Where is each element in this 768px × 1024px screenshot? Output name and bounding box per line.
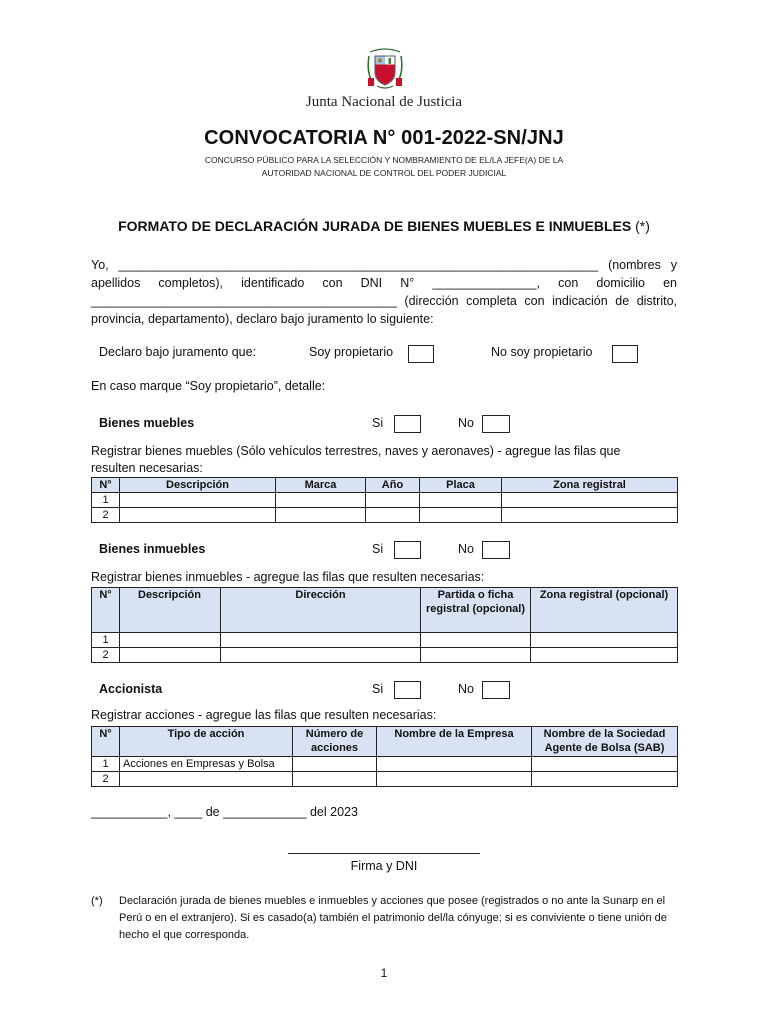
col-header-plate: Placa xyxy=(420,478,502,493)
shareholder-instruction: Registrar acciones - agregue las filas que resulten necesarias: xyxy=(91,708,437,722)
table-header-row xyxy=(92,588,678,633)
signature-line xyxy=(288,853,480,854)
intro-paragraph: Yo, _____________________________________________________________________ (nombres y apellidos completos), identificado con DNI N° _______________, con domicilio en ____________________________________________ (dirección completa con indicación de distrito, provincia, departamento), declaro bajo juramento lo siguiente: xyxy=(91,258,677,326)
subtitle-line-1: CONCURSO PÚBLICO PARA LA SELECCIÓN Y NOMBRAMIENTO DE EL/LA JEFE(A) DE LA xyxy=(204,155,564,165)
year-cell[interactable] xyxy=(366,493,420,508)
col-header-number: N° xyxy=(92,727,120,757)
movable-yes-label: Si xyxy=(372,416,384,430)
movable-instruction-line-2: resulten necesarias: xyxy=(91,461,203,475)
address-cell[interactable] xyxy=(221,648,421,663)
brand-cell[interactable] xyxy=(276,508,366,523)
col-header-number: N° xyxy=(92,588,120,633)
date-line: ___________, ____ de ____________ del 2023 xyxy=(91,805,358,819)
table-row xyxy=(92,772,678,787)
shares-table xyxy=(91,726,678,787)
col-header-registry-zone: Zona registral (opcional) xyxy=(531,588,678,633)
shareholder-no-label: No xyxy=(458,682,474,696)
real-estate-yes-label: Si xyxy=(372,542,384,556)
col-header-description: Descripción xyxy=(120,478,276,493)
share-count-cell[interactable] xyxy=(293,757,377,772)
col-header-broker-name: Nombre de la Sociedad Agente de Bolsa (SAB) xyxy=(532,727,678,757)
movable-no-label: No xyxy=(458,416,474,430)
description-cell[interactable] xyxy=(120,633,221,648)
table-header-row xyxy=(92,727,678,757)
movable-yes-checkbox[interactable] xyxy=(394,415,421,433)
address-cell[interactable] xyxy=(221,633,421,648)
registry-entry-cell[interactable] xyxy=(421,633,531,648)
national-seal-icon xyxy=(366,48,404,90)
registry-zone-cell[interactable] xyxy=(531,633,678,648)
row-number: 1 xyxy=(92,633,120,648)
organization-name: Junta Nacional de Justicia xyxy=(305,94,463,110)
plate-cell[interactable] xyxy=(420,493,502,508)
share-type-cell[interactable] xyxy=(120,772,293,787)
real-estate-section-title: Bienes inmuebles xyxy=(99,542,206,556)
registry-zone-cell[interactable] xyxy=(502,508,678,523)
signature-label: Firma y DNI xyxy=(350,859,418,873)
real-estate-no-checkbox[interactable] xyxy=(482,541,510,559)
owner-checkbox[interactable] xyxy=(408,345,434,363)
footnote-reference: (*) xyxy=(631,218,650,234)
real-estate-instruction: Registrar bienes inmuebles - agregue las filas que resulten necesarias: xyxy=(91,570,485,584)
col-header-company-name: Nombre de la Empresa xyxy=(377,727,532,757)
broker-name-cell[interactable] xyxy=(532,757,678,772)
share-type-cell[interactable]: Acciones en Empresas y Bolsa xyxy=(120,757,293,772)
description-cell[interactable] xyxy=(120,648,221,663)
table-row xyxy=(92,508,678,523)
page-title: CONVOCATORIA N° 001-2022-SN/JNJ xyxy=(204,127,564,149)
row-number: 2 xyxy=(92,508,120,523)
col-header-share-type: Tipo de acción xyxy=(120,727,293,757)
col-header-year: Año xyxy=(366,478,420,493)
real-estate-yes-checkbox[interactable] xyxy=(394,541,421,559)
not-owner-checkbox[interactable] xyxy=(612,345,638,363)
movable-no-checkbox[interactable] xyxy=(482,415,510,433)
form-title-main: FORMATO DE DECLARACIÓN JURADA DE BIENES MUEBLES E INMUEBLES xyxy=(118,218,632,234)
registry-zone-cell[interactable] xyxy=(502,493,678,508)
movable-instruction-line-1: Registrar bienes muebles (Sólo vehículos terrestres, naves y aeronaves) - agregue las filas que xyxy=(91,444,621,458)
real-estate-no-label: No xyxy=(458,542,474,556)
owner-option-label: Soy propietario xyxy=(309,345,394,359)
col-header-brand: Marca xyxy=(276,478,366,493)
movable-table xyxy=(91,477,678,523)
company-name-cell[interactable] xyxy=(377,772,532,787)
registry-entry-cell[interactable] xyxy=(421,648,531,663)
shareholder-no-checkbox[interactable] xyxy=(482,681,510,699)
form-title xyxy=(0,218,768,234)
page-subtitle xyxy=(0,154,768,180)
shareholder-yes-checkbox[interactable] xyxy=(394,681,421,699)
not-owner-option-label: No soy propietario xyxy=(491,345,593,359)
col-header-address: Dirección xyxy=(221,588,421,633)
subtitle-line-2: AUTORIDAD NACIONAL DE CONTROL DEL PODER JUDICIAL xyxy=(261,168,507,178)
row-number: 2 xyxy=(92,648,120,663)
table-row xyxy=(92,648,678,663)
col-header-registry-zone: Zona registral xyxy=(502,478,678,493)
footnote-text: Declaración jurada de bienes muebles e inmuebles y acciones que posee (registrados o no ante la Sunarp en el Perú o en el extranjero). Si es casado(a) también el patrimonio del/la cónyuge; si es conviviente o tiene unión de hecho el que corresponda. xyxy=(119,895,667,941)
row-number: 1 xyxy=(92,757,120,772)
col-header-registry-entry: Partida o ficha registral (opcional) xyxy=(421,588,531,633)
registry-zone-cell[interactable] xyxy=(531,648,678,663)
broker-name-cell[interactable] xyxy=(532,772,678,787)
brand-cell[interactable] xyxy=(276,493,366,508)
table-row xyxy=(92,493,678,508)
table-header-row xyxy=(92,478,678,493)
col-header-description: Descripción xyxy=(120,588,221,633)
real-estate-table xyxy=(91,587,678,663)
shareholder-yes-label: Si xyxy=(372,682,384,696)
movable-section-title: Bienes muebles xyxy=(99,416,195,430)
table-row xyxy=(92,633,678,648)
description-cell[interactable] xyxy=(120,493,276,508)
description-cell[interactable] xyxy=(120,508,276,523)
plate-cell[interactable] xyxy=(420,508,502,523)
col-header-share-count: Número de acciones xyxy=(293,727,377,757)
year-cell[interactable] xyxy=(366,508,420,523)
declaration-label: Declaro bajo juramento que: xyxy=(99,345,257,359)
detail-instruction: En caso marque “Soy propietario”, detalle: xyxy=(91,379,326,393)
row-number: 1 xyxy=(92,493,120,508)
share-count-cell[interactable] xyxy=(293,772,377,787)
table-row xyxy=(92,757,678,772)
page-number: 1 xyxy=(380,966,388,980)
col-header-number: N° xyxy=(92,478,120,493)
movable-instruction xyxy=(91,443,620,477)
footnote-mark: (*) xyxy=(91,895,103,907)
row-number: 2 xyxy=(92,772,120,787)
company-name-cell[interactable] xyxy=(377,757,532,772)
shareholder-section-title: Accionista xyxy=(99,682,163,696)
